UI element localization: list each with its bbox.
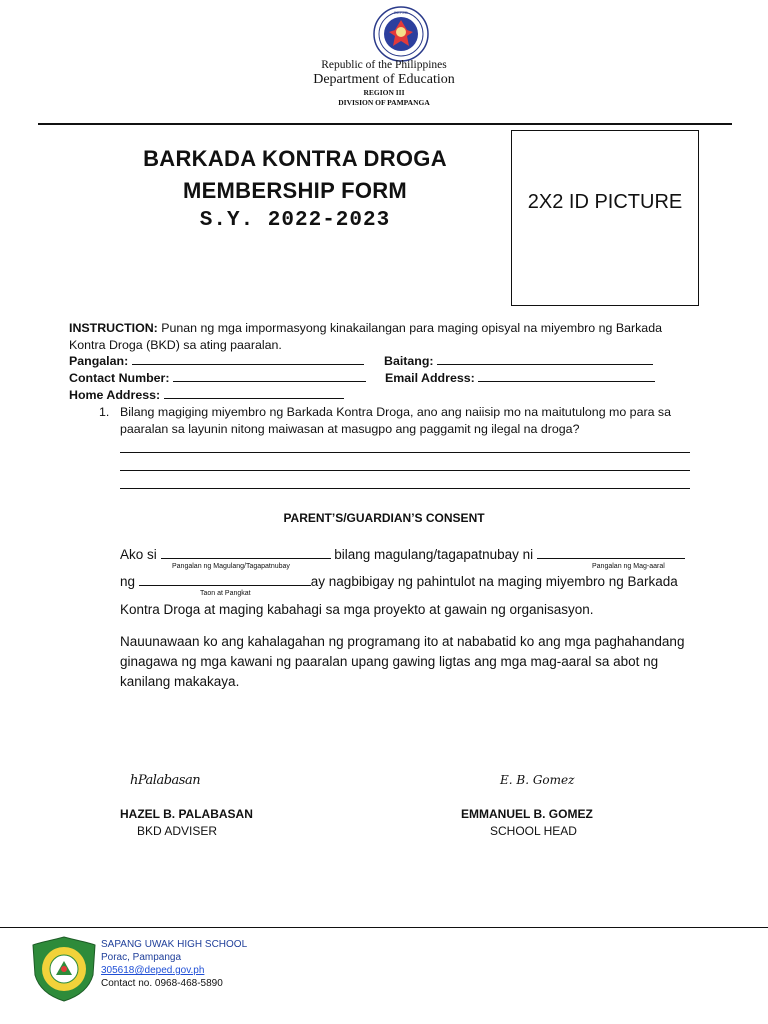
grade-label: Baitang: [384,354,438,368]
region-line: REGION III [363,88,405,97]
name-field[interactable] [69,353,364,370]
address-field[interactable] [69,387,344,404]
parent-name-blank[interactable] [161,547,331,559]
email-field[interactable] [385,370,655,387]
email-label: Email Address: [385,371,479,385]
consent-paragraph2: Nauunawaan ko ang kahalagahan ng programang ito at nababatid ko ang mga paghahandang ginagawa ng mga kawani ng paaralan upang gawing ligtas ang mga mag-aaral sa abot ng kanilang makakaya. [120,634,685,689]
footer-divider [0,927,768,928]
head-signature: E. B. Gomez [500,773,575,787]
address-label: Home Address: [69,388,164,402]
hint-student: Pangalan ng Mag-aaral [592,563,665,570]
contact-field[interactable] [69,370,366,387]
photo-label: 2X2 ID PICTURE [527,191,683,213]
contact-label: Contact Number: [69,371,173,385]
department-line: Department of Education [313,72,455,87]
grade-section-blank[interactable] [139,574,311,586]
school-year: S.Y. 2022-2023 [199,209,391,232]
school-logo-icon [31,935,97,1003]
head-role: SCHOOL HEAD [490,824,577,838]
consent-line2 [120,574,678,589]
grade-field[interactable] [384,353,653,370]
bilang-text: bilang magulang/tagapatnubay ni [330,547,537,562]
footer-info [101,938,247,990]
head-name: EMMANUEL B. GOMEZ [461,807,593,821]
answer-line-1[interactable] [120,452,690,453]
svg-text:DEPED: DEPED [394,10,408,15]
consent-line1 [120,547,685,562]
form-title-line1: BARKADA KONTRA DROGA [143,146,447,171]
footer-contact-value: . 0968-468-5890 [149,978,223,989]
footer-school: SAPANG UWAK HIGH SCHOOL [101,939,248,950]
photo-box [511,130,699,306]
footer-email-link[interactable]: 305618@deped.gov.ph [101,965,205,976]
contact-blank[interactable] [173,370,366,382]
hint-parent: Pangalan ng Magulang/Tagapatnubay [172,563,290,570]
ng-text: ng [120,574,139,589]
consent-heading: PARENT’S/GUARDIAN’S CONSENT [283,511,485,525]
ako-si-text: Ako si [120,547,161,562]
grade-blank[interactable] [437,353,653,365]
division-line: DIVISION OF PAMPANGA [338,98,430,107]
instruction [69,320,699,354]
footer-contact [101,977,247,990]
name-label: Pangalan: [69,354,132,368]
answer-line-2[interactable] [120,470,690,471]
school-logo [31,935,97,1003]
deped-seal [373,6,429,62]
question-number: 1. [99,405,110,419]
republic-line: Republic of the Philippines [321,59,447,71]
consent-line3: Kontra Droga at maging kabahagi sa mga proyekto at gawain ng organisasyon. [120,602,594,617]
header-divider [38,123,732,125]
hint-grade: Taon at Pangkat [200,590,251,597]
adviser-signature: hPalabasan [130,773,201,788]
footer-address: Porac, Pampanga [101,952,182,963]
student-name-blank[interactable] [537,547,685,559]
adviser-name: HAZEL B. PALABASAN [120,807,253,821]
instruction-text: Punan ng mga impormasyong kinakailangan para maging opisyal na miyembro ng Barkada Kontra Droga (BKD) sa ating paaralan. [69,321,662,352]
ay-nagbibigay-text: ay nagbibigay ng pahintulot na maging miyembro ng Barkada [310,574,678,589]
answer-line-3[interactable] [120,488,690,489]
adviser-role: BKD ADVISER [137,824,218,838]
deped-seal-icon [373,6,429,62]
question-text: Bilang magiging miyembro ng Barkada Kontra Droga, ano ang naiisip mo na maitutulong mo para sa paaralan sa layunin nitong maiwasan at masugpo ang paggamit ng ilegal na droga? [120,405,672,436]
name-blank[interactable] [132,353,364,365]
instruction-label: INSTRUCTION: [69,321,158,335]
address-blank[interactable] [164,387,344,399]
email-blank[interactable] [478,370,655,382]
form-title-line2: MEMBERSHIP FORM [182,178,408,203]
footer-contact-label: Contact no [101,978,150,989]
